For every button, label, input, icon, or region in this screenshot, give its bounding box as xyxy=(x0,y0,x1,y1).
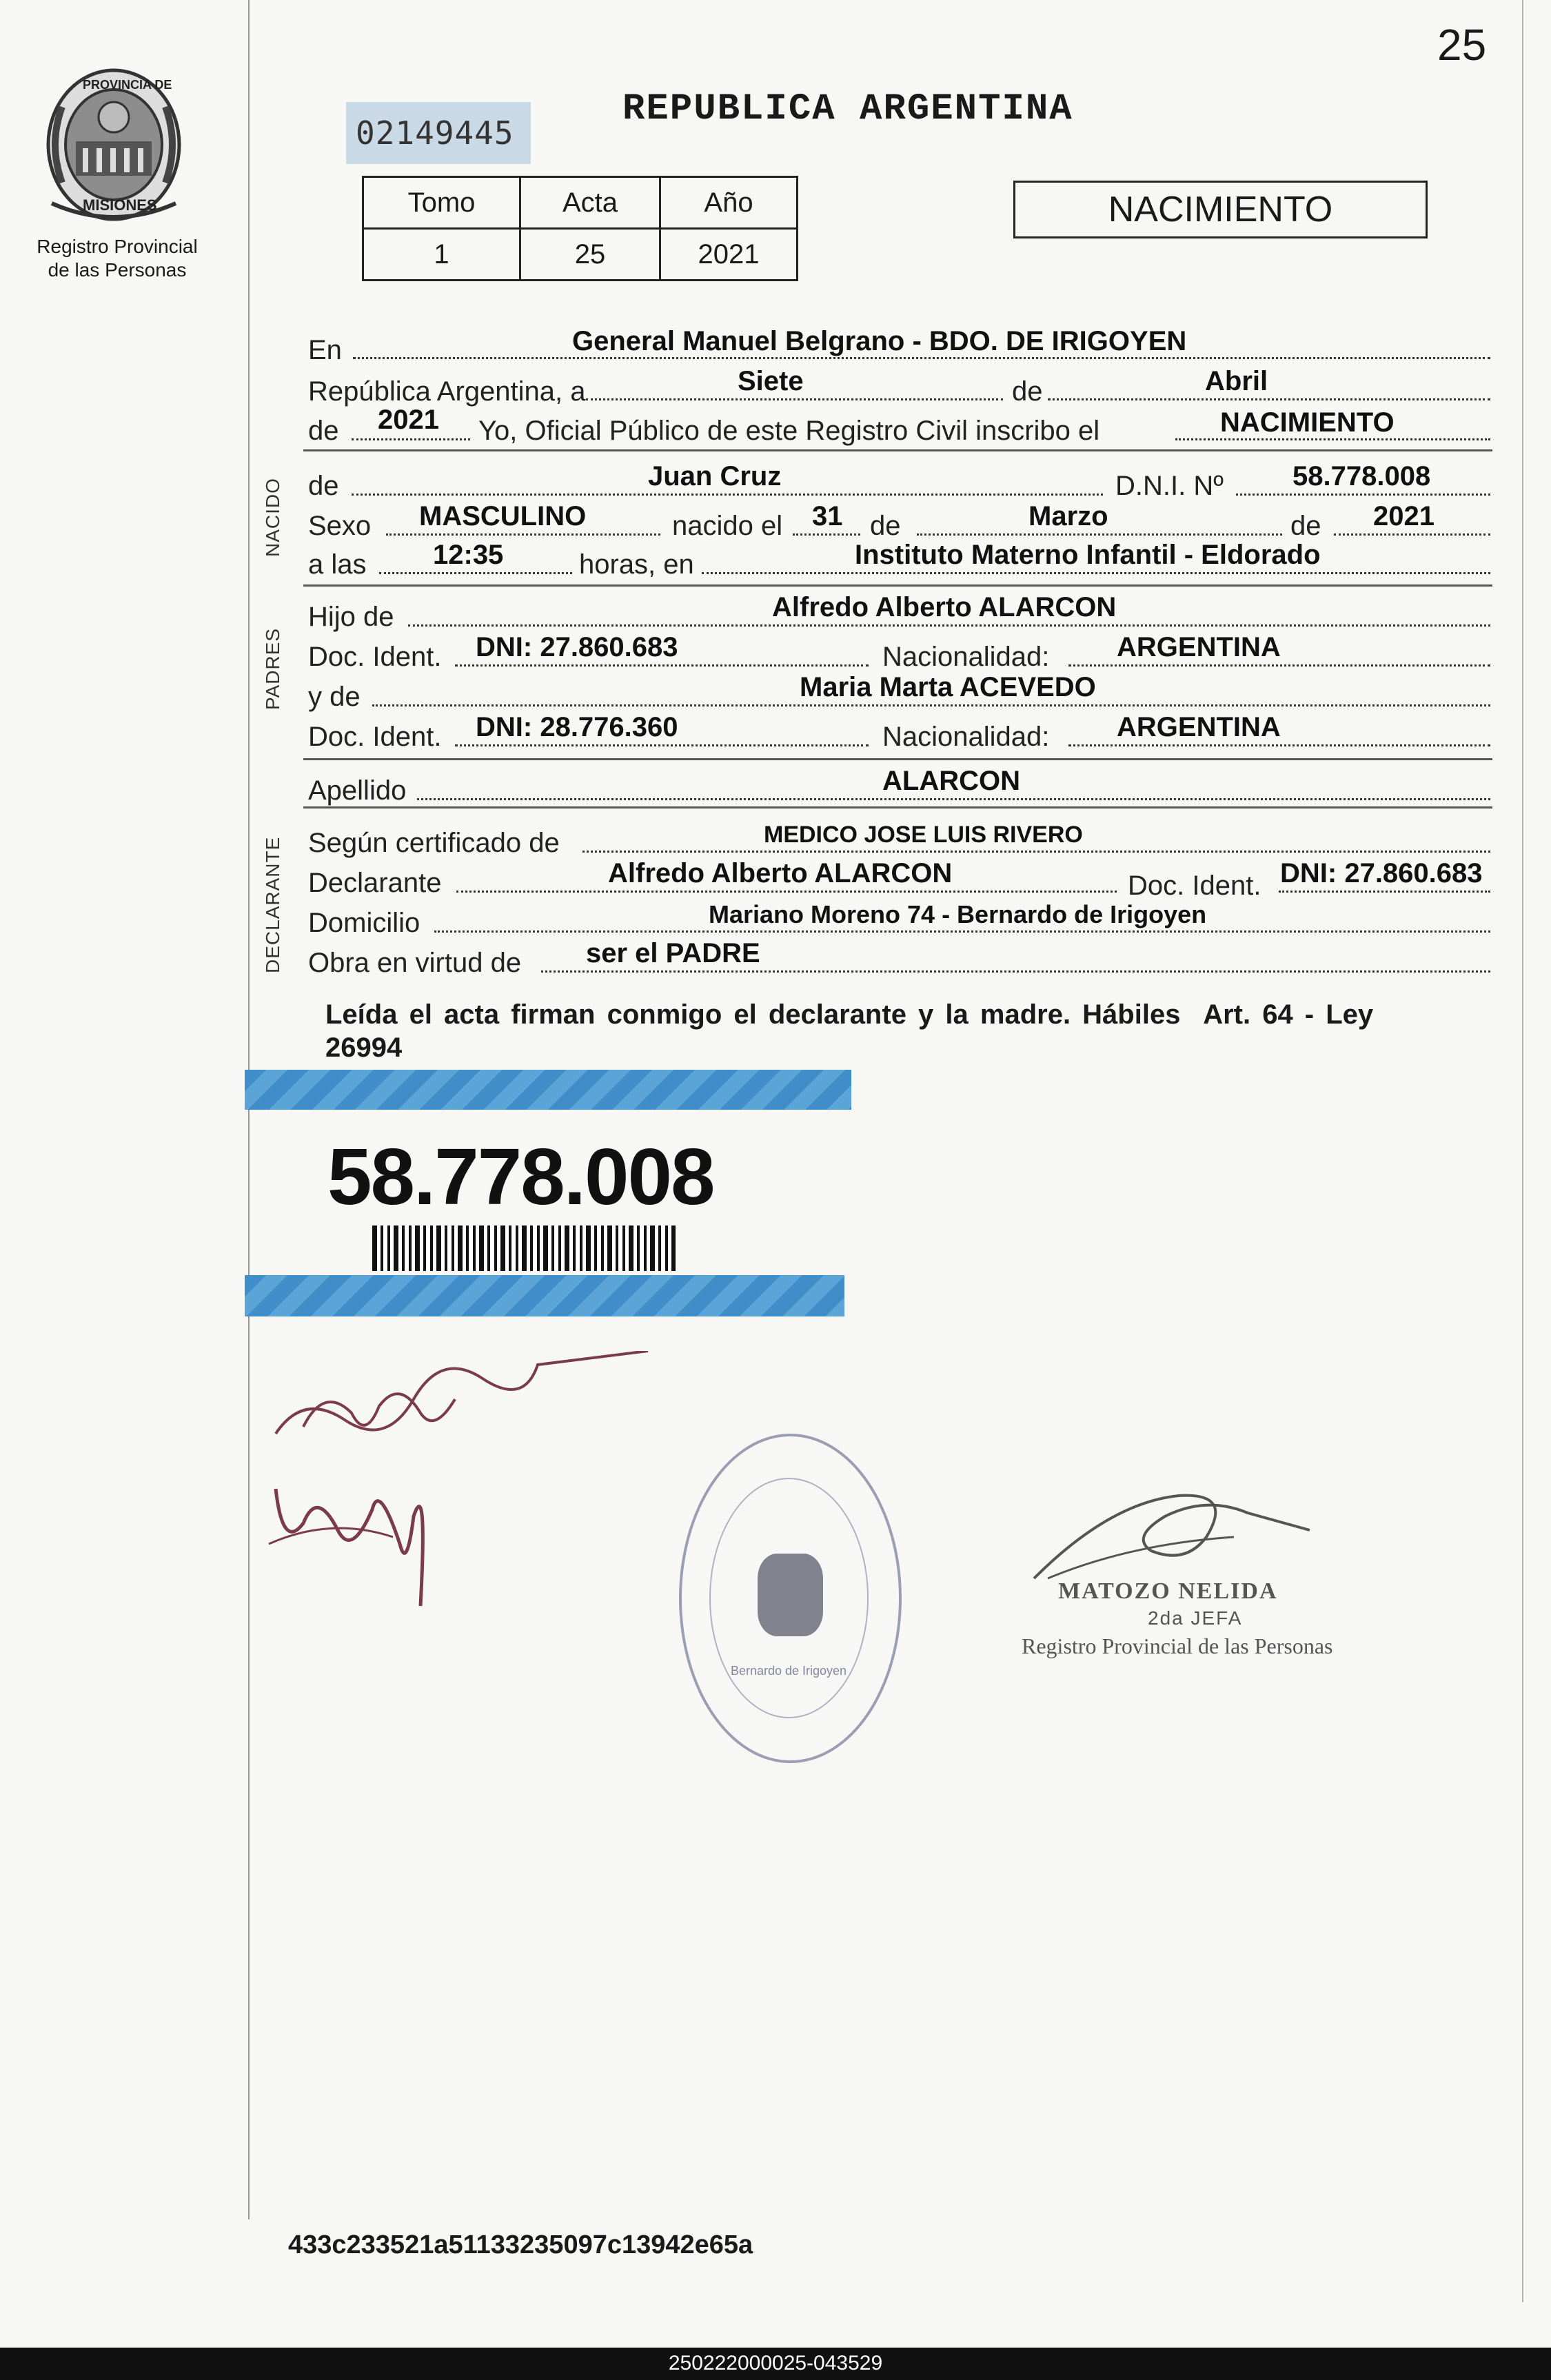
label-a-las: a las xyxy=(308,549,367,580)
label-en: En xyxy=(308,335,342,365)
dots-padre-nac xyxy=(1068,664,1490,667)
closing-line1: Leída el acta firman conmigo el declarante y la madre. Hábiles Art. 64 - Ley xyxy=(325,999,1374,1030)
header-tomo: Tomo xyxy=(363,177,520,229)
dots-dni xyxy=(1236,494,1490,496)
official-title: 2da JEFA xyxy=(1148,1607,1243,1629)
value-tomo: 1 xyxy=(363,229,520,281)
value-sexo: MASCULINO xyxy=(419,501,587,531)
dots-madre-doc xyxy=(455,744,869,746)
official-office: Registro Provincial de las Personas xyxy=(1022,1634,1333,1658)
value-apellido: ALARCON xyxy=(882,766,1020,796)
dots-nac-mes xyxy=(917,533,1282,536)
sticker-dni-number: 58.778.008 xyxy=(327,1132,714,1221)
stamp-portrait-icon xyxy=(758,1554,823,1636)
dots-padre-doc xyxy=(455,664,869,667)
label-hijo-de: Hijo de xyxy=(308,602,394,632)
section-label-padres: PADRES xyxy=(262,627,283,710)
section-label-nacido: NACIDO xyxy=(262,478,283,557)
value-hora: 12:35 xyxy=(433,540,504,570)
label-y-de: y de xyxy=(308,682,361,712)
label-obra: Obra en virtud de xyxy=(308,948,522,978)
value-padre-doc: DNI: 27.860.683 xyxy=(476,632,678,662)
value-tipo: NACIMIENTO xyxy=(1220,407,1395,438)
header-acta: Acta xyxy=(520,177,660,229)
dots-apellido xyxy=(417,798,1490,800)
value-declarante: Alfredo Alberto ALARCON xyxy=(608,858,953,888)
label-de-year2: de xyxy=(1290,511,1321,541)
label-domicilio: Domicilio xyxy=(308,908,420,938)
value-lugar-nac: Instituto Materno Infantil - Eldorado xyxy=(855,540,1321,570)
value-padre: Alfredo Alberto ALARCON xyxy=(772,592,1117,622)
registry-round-stamp xyxy=(679,1434,902,1763)
label-doc-ident-3: Doc. Ident. xyxy=(1128,871,1261,901)
label-dni-no: D.N.I. Nº xyxy=(1115,471,1224,501)
footer-bar xyxy=(0,2348,1551,2380)
value-obra: ser el PADRE xyxy=(586,938,760,968)
emblem-bottom-text: MISIONES xyxy=(83,196,157,214)
value-nac-mes: Marzo xyxy=(1028,501,1108,531)
sticker-band-top xyxy=(245,1070,851,1110)
dots-certificado xyxy=(582,851,1490,853)
label-nacionalidad-1: Nacionalidad: xyxy=(882,642,1050,672)
label-de-name: de xyxy=(308,471,339,501)
value-nac-dia: 31 xyxy=(812,501,843,531)
section-label-declarante: DECLARANTE xyxy=(262,836,283,973)
value-domicilio: Mariano Moreno 74 - Bernardo de Irigoyen xyxy=(709,900,1207,928)
act-type-label: NACIMIENTO xyxy=(1108,190,1333,230)
value-madre-nac: ARGENTINA xyxy=(1117,712,1281,742)
label-declarante: Declarante xyxy=(308,868,442,898)
dots-sexo xyxy=(386,533,660,536)
separator-4 xyxy=(303,806,1492,808)
dots-dia xyxy=(586,398,1003,400)
separator-2 xyxy=(303,584,1492,587)
registry-name-line1: Registro Provincial xyxy=(37,236,198,257)
header-anio: Año xyxy=(660,177,798,229)
dots-nombre xyxy=(352,494,1103,496)
dots-tipo xyxy=(1175,438,1490,440)
dots-mes xyxy=(1048,398,1490,400)
label-yo-oficial: Yo, Oficial Público de este Registro Civil inscribo el xyxy=(478,416,1100,446)
document-hash: 433c233521a51133235097c13942e65a xyxy=(288,2230,753,2259)
label-republica: República Argentina, a xyxy=(308,376,586,407)
dots-lugar-nac xyxy=(702,572,1490,574)
label-de: de xyxy=(1012,376,1043,407)
dots-declarante-doc xyxy=(1279,891,1490,893)
dni-sticker xyxy=(245,1070,851,1318)
value-nombre: Juan Cruz xyxy=(648,461,782,491)
dots-madre xyxy=(372,704,1490,706)
dots-padre xyxy=(408,624,1490,627)
sticker-band-bottom xyxy=(245,1275,844,1316)
value-lugar: General Manuel Belgrano - BDO. DE IRIGOYEN xyxy=(572,326,1187,356)
value-declarante-doc: DNI: 27.860.683 xyxy=(1280,858,1483,888)
right-margin-line xyxy=(1522,0,1523,2302)
label-horas-en: horas, en xyxy=(579,549,694,580)
registry-name-line2: de las Personas xyxy=(48,259,187,281)
emblem-top-text: PROVINCIA DE xyxy=(83,78,172,92)
label-sexo: Sexo xyxy=(308,511,372,541)
label-segun-cert: Según certificado de xyxy=(308,828,560,858)
registry-emblem xyxy=(34,65,193,224)
label-doc-ident-2: Doc. Ident. xyxy=(308,722,442,752)
value-anio: 2021 xyxy=(660,229,798,281)
official-signature-icon xyxy=(1027,1475,1317,1592)
value-anio-acta: 2021 xyxy=(378,405,439,435)
separator-1 xyxy=(303,449,1492,451)
value-nac-anio: 2021 xyxy=(1373,501,1435,531)
value-dia: Siete xyxy=(738,366,804,396)
value-certificado: MEDICO JOSE LUIS RIVERO xyxy=(764,822,1083,848)
dots-hora xyxy=(379,572,572,574)
value-mes: Abril xyxy=(1205,366,1268,396)
closing-line2: 26994 xyxy=(325,1033,403,1063)
value-acta: 25 xyxy=(520,229,660,281)
dots-en xyxy=(353,357,1490,359)
stamp-inner-text: Bernardo de Irigoyen xyxy=(730,1664,847,1678)
official-name: MATOZO NELIDA xyxy=(1058,1578,1278,1604)
separator-3 xyxy=(303,758,1492,760)
value-madre: Maria Marta ACEVEDO xyxy=(800,672,1096,702)
control-number: 02149445 xyxy=(356,114,514,152)
tomo-acta-anio-table xyxy=(362,176,798,281)
dots-declarante xyxy=(456,891,1117,893)
barcode-icon xyxy=(372,1225,676,1271)
dots-nac-anio xyxy=(1334,533,1490,536)
label-de-month: de xyxy=(870,511,901,541)
label-nacido-el: nacido el xyxy=(672,511,783,541)
label-nacionalidad-2: Nacionalidad: xyxy=(882,722,1050,752)
value-dni: 58.778.008 xyxy=(1292,461,1431,491)
dots-obra xyxy=(541,970,1490,973)
label-de-year: de xyxy=(308,416,339,446)
value-madre-doc: DNI: 28.776.360 xyxy=(476,712,678,742)
control-number-stamp xyxy=(346,102,531,164)
label-doc-ident-1: Doc. Ident. xyxy=(308,642,442,672)
value-padre-nac: ARGENTINA xyxy=(1117,632,1281,662)
dots-anio xyxy=(352,438,470,440)
country-title: REPUBLICA ARGENTINA xyxy=(622,88,1073,130)
dots-madre-nac xyxy=(1068,744,1490,746)
footer-code: 250222000025-043529 xyxy=(668,2352,883,2374)
page-number: 25 xyxy=(1437,20,1487,70)
label-apellido: Apellido xyxy=(308,775,407,806)
dots-nac-dia xyxy=(793,533,860,536)
act-type-box xyxy=(1013,181,1428,238)
dots-domicilio xyxy=(434,930,1490,933)
declarant-signature-icon xyxy=(262,1351,676,1668)
